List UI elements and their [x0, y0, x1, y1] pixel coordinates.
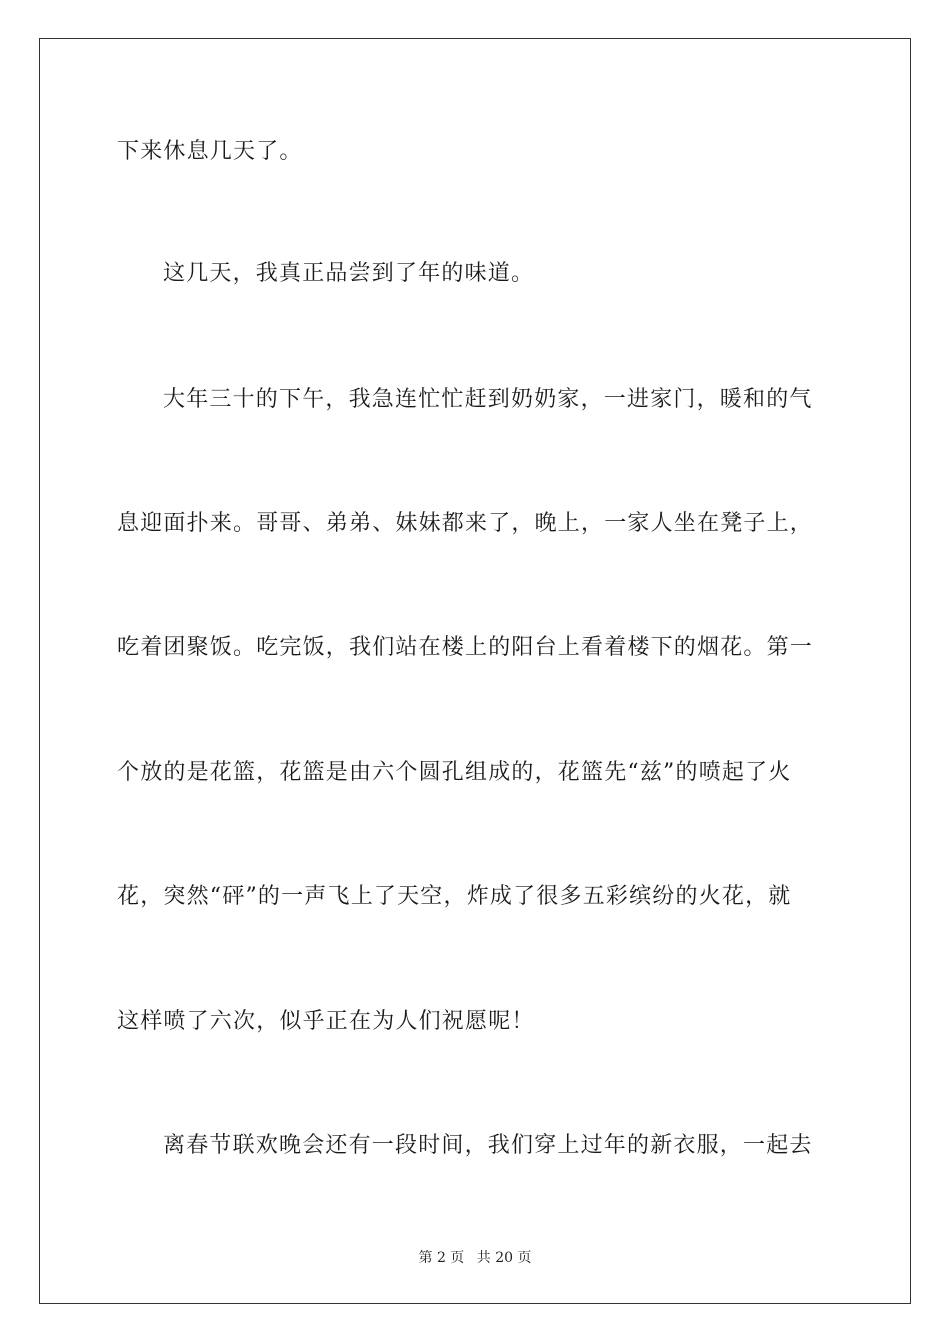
text-line: 花，突然“砰”的一声飞上了天空，炸成了很多五彩缤纷的火花，就: [117, 884, 792, 909]
page-number: 第 2 页: [418, 1250, 465, 1266]
page-border: [39, 38, 911, 1304]
paragraph-line: 这几天，我真正品尝到了年的味道。: [163, 261, 535, 286]
text-line: 个放的是花篮，花篮是由六个圆孔组成的，花篮先“兹”的喷起了火: [117, 760, 792, 785]
text-line: 下来休息几天了。: [117, 139, 303, 164]
text-line: 息迎面扑来。哥哥、弟弟、妹妹都来了，晚上，一家人坐在凳子上，: [117, 511, 814, 536]
page-footer: [0, 1247, 950, 1267]
text-line: 这样喷了六次，似乎正在为人们祝愿呢！: [117, 1009, 535, 1034]
paragraph-line: 离春节联欢晚会还有一段时间，我们穿上过年的新衣服，一起去: [163, 1133, 813, 1158]
total-pages: 共 20 页: [476, 1250, 532, 1266]
text-line: 吃着团聚饭。吃完饭，我们站在楼上的阳台上看着楼下的烟花。第一: [117, 635, 814, 660]
paragraph-line: 大年三十的下午，我急连忙忙赶到奶奶家，一进家门，暖和的气: [163, 387, 813, 412]
